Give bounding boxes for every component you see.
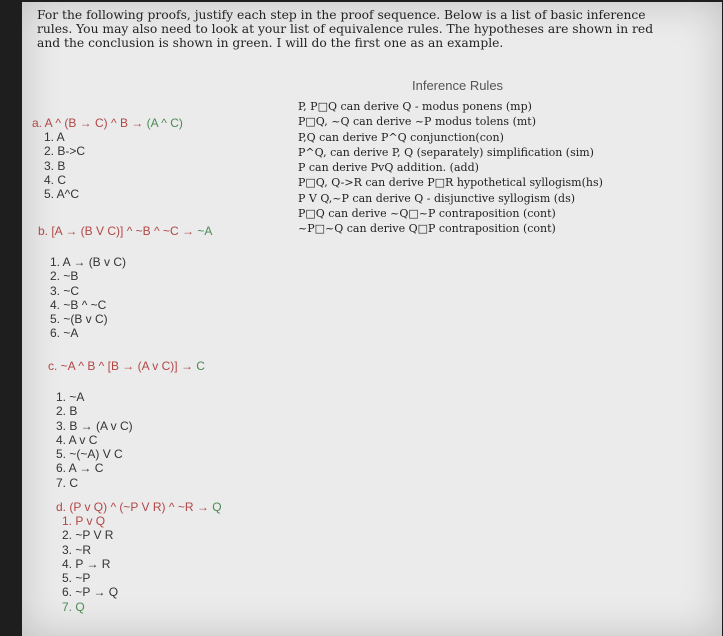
rule-item: ~P□~Q can derive Q□P contraposition (cont) [298, 222, 556, 236]
proof-step: 1. A → (B v C) [50, 255, 127, 269]
problem-b-conclusion: ~A [193, 224, 213, 238]
proof-step-final: 7. Q [62, 599, 85, 614]
problem-d-conclusion: Q [208, 500, 222, 514]
proof-step: 3. B → (A v C) [56, 418, 133, 433]
proof-step: 2. ~P V R [62, 528, 114, 543]
problem-d-hypotheses: d. (P v Q) ^ (~P V R) ^ ~R → [56, 500, 209, 514]
instructions-paragraph: For the following proofs, justify each step in the proof sequence. Below is a list of basic inference rules. You may also need to look at your list of equivalence rules. The hypotheses are shown in red and the conclusion is shown in green. I will do the first one as an example. [37, 8, 654, 50]
proof-step: 3. ~R [62, 542, 92, 557]
inference-rules-title: Inference Rules [412, 78, 504, 93]
proof-step: 2. ~B [50, 269, 79, 284]
problem-c-hypotheses: c. ~A ^ B ^ [B → (A v C)] → [48, 359, 193, 373]
proof-step: 5. ~(B v C) [50, 312, 108, 327]
problem-b-heading [38, 224, 212, 238]
proof-step: 6. A → C [56, 461, 104, 476]
proof-step: 1. ~A [56, 390, 85, 404]
proof-step: 1. A [44, 130, 65, 144]
proof-step: 2. B->C [44, 144, 86, 159]
proof-step: 2. B [56, 404, 78, 419]
problem-c-conclusion: C [192, 359, 205, 373]
rule-item: P^Q, can derive P, Q (separately) simplification (sim) [298, 145, 594, 159]
proof-step: 4. P → R [62, 556, 111, 571]
problem-c-steps [56, 390, 133, 490]
proof-step: 3. B [44, 158, 66, 173]
inference-rules-list [298, 99, 628, 237]
problem-d-heading [56, 500, 222, 514]
problem-a-conclusion: (A ^ C) [143, 116, 183, 130]
proof-step: 3. ~C [50, 283, 80, 298]
problem-a-heading [32, 116, 183, 130]
problem-a-steps [44, 130, 85, 201]
problem-b-hypotheses: b. [A → (B V C)] ^ ~B ^ ~C → [38, 224, 194, 238]
problem-c-heading [48, 359, 205, 373]
rule-item: P, P□Q can derive Q - modus ponens (mp) [298, 100, 532, 113]
proof-step: 5. A^C [44, 187, 79, 202]
rule-item: P□Q, Q->R can derive P□R hypothetical syllogism(hs) [298, 176, 603, 190]
rule-item: P□Q can derive ~Q□~P contraposition (cont) [298, 207, 556, 221]
proof-step: 5. ~(~A) V C [56, 447, 123, 462]
proof-step: 4. ~B ^ ~C [50, 297, 107, 312]
rule-item: P□Q, ~Q can derive ~P modus tolens (mt) [298, 115, 537, 129]
problem-a-hypotheses: a. A ^ (B → C) ^ B → [32, 116, 144, 130]
problem-d-steps [62, 514, 118, 614]
worksheet-page [22, 2, 722, 636]
rule-item: P,Q can derive P^Q conjunction(con) [298, 130, 504, 144]
rule-item: P V Q,~P can derive Q - disjunctive syllogism (ds) [298, 191, 576, 205]
proof-step: 4. A v C [56, 432, 98, 447]
proof-step: 5. ~P [62, 571, 91, 586]
proof-step: 1. P v Q [62, 514, 106, 528]
proof-step: 6. ~P → Q [62, 585, 119, 600]
proof-step: 6. ~A [50, 326, 79, 341]
proof-step: 7. C [56, 475, 79, 490]
proof-step: 4. C [44, 172, 67, 187]
problem-b-steps [50, 255, 126, 341]
rule-item: P can derive PvQ addition. (add) [298, 161, 479, 175]
